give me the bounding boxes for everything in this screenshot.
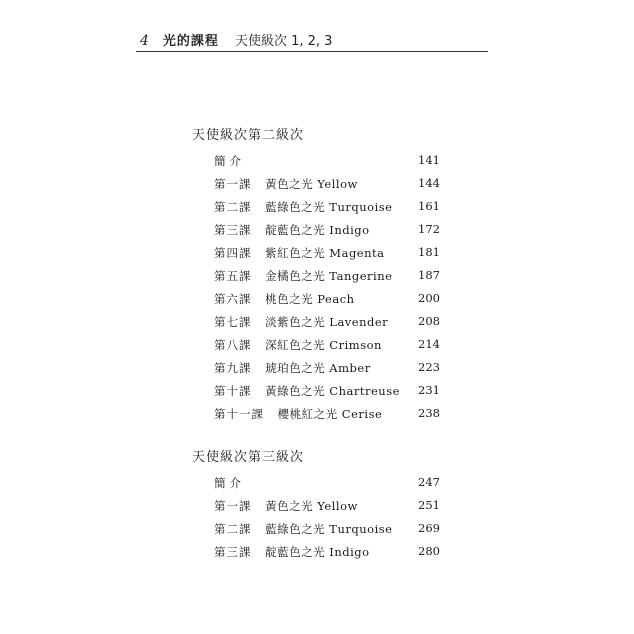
toc-entry-page: 200: [418, 291, 440, 305]
toc-entry[interactable]: [214, 314, 440, 337]
toc-entry-page: 223: [418, 360, 440, 374]
toc-entry-title: 深紅色之光 Crimson: [265, 338, 382, 352]
toc-entry-title: 黃綠色之光 Chartreuse: [265, 384, 400, 398]
page-number: 4: [140, 33, 149, 49]
toc-entry-number: 第一課: [214, 499, 252, 513]
toc-entry[interactable]: [214, 475, 440, 498]
toc-entry-page: 172: [418, 222, 440, 236]
toc-entry-number: 第二課: [214, 200, 252, 214]
book-title: 光的課程: [162, 34, 219, 49]
toc-entry-title: 藍綠色之光 Turquoise: [265, 200, 393, 214]
toc-entry[interactable]: [214, 153, 440, 176]
toc-entry-number: 第十課: [214, 384, 252, 398]
toc-entry-page: 231: [418, 383, 440, 397]
toc-entry-number: 第四課: [214, 246, 252, 260]
toc-entry[interactable]: [214, 521, 440, 544]
toc-entry-page: 181: [418, 245, 440, 259]
section-title-level-3: 天使級次第三級次: [192, 450, 305, 465]
toc-entry-page: 238: [418, 406, 440, 420]
toc-entry-page: 251: [418, 498, 440, 512]
toc-entry-title: 藍綠色之光 Turquoise: [265, 522, 393, 536]
toc-entry-page: 161: [418, 199, 440, 213]
toc-entry[interactable]: [214, 498, 440, 521]
toc-entry-number: 第七課: [214, 315, 252, 329]
toc-entry-title: 櫻桃紅之光 Cerise: [277, 407, 383, 421]
toc-entry-title: 桃色之光 Peach: [265, 292, 355, 306]
toc-entry-title: 紫紅色之光 Magenta: [265, 246, 385, 260]
toc-entry-title: 簡介: [214, 476, 245, 490]
toc-entry[interactable]: [214, 544, 440, 567]
toc-entry-number: 第三課: [214, 223, 252, 237]
series-title: 天使級次 1, 2, 3: [234, 34, 333, 49]
toc-list-level-2: [214, 153, 440, 429]
toc-entry-page: 187: [418, 268, 440, 282]
toc-entry[interactable]: [214, 268, 440, 291]
toc-entry-number: 第十一課: [214, 407, 264, 421]
toc-entry[interactable]: [214, 337, 440, 360]
toc-entry-title: 簡介: [214, 154, 245, 168]
toc-entry-page: 269: [418, 521, 440, 535]
header-rule: [136, 51, 488, 52]
section-title-level-2: 天使級次第二級次: [192, 128, 305, 143]
toc-list-level-3: [214, 475, 440, 567]
toc-entry-number: 第六課: [214, 292, 252, 306]
toc-entry-title: 黃色之光 Yellow: [265, 177, 358, 191]
toc-entry-number: 第九課: [214, 361, 252, 375]
toc-entry[interactable]: [214, 291, 440, 314]
toc-entry[interactable]: [214, 199, 440, 222]
toc-entry-number: 第一課: [214, 177, 252, 191]
toc-entry-title: 金橘色之光 Tangerine: [265, 269, 393, 283]
toc-entry-number: 第三課: [214, 545, 252, 559]
toc-entry[interactable]: [214, 176, 440, 199]
toc-entry-number: 第二課: [214, 522, 252, 536]
toc-entry[interactable]: [214, 245, 440, 268]
toc-entry-page: 247: [418, 475, 440, 489]
toc-entry-title: 靛藍色之光 Indigo: [265, 223, 370, 237]
toc-entry-page: 214: [418, 337, 440, 351]
toc-entry[interactable]: [214, 222, 440, 245]
toc-entry-page: 141: [418, 153, 440, 167]
toc-entry-title: 靛藍色之光 Indigo: [265, 545, 370, 559]
toc-entry-title: 黃色之光 Yellow: [265, 499, 358, 513]
toc-entry[interactable]: [214, 383, 440, 406]
toc-entry[interactable]: [214, 360, 440, 383]
toc-entry-page: 144: [418, 176, 440, 190]
running-head: [140, 30, 332, 50]
toc-entry-title: 淡紫色之光 Lavender: [265, 315, 389, 329]
toc-entry-page: 280: [418, 544, 440, 558]
toc-entry-number: 第五課: [214, 269, 252, 283]
toc-entry-page: 208: [418, 314, 440, 328]
toc-entry-title: 琥珀色之光 Amber: [265, 361, 371, 375]
toc-entry-number: 第八課: [214, 338, 252, 352]
toc-entry[interactable]: [214, 406, 440, 429]
